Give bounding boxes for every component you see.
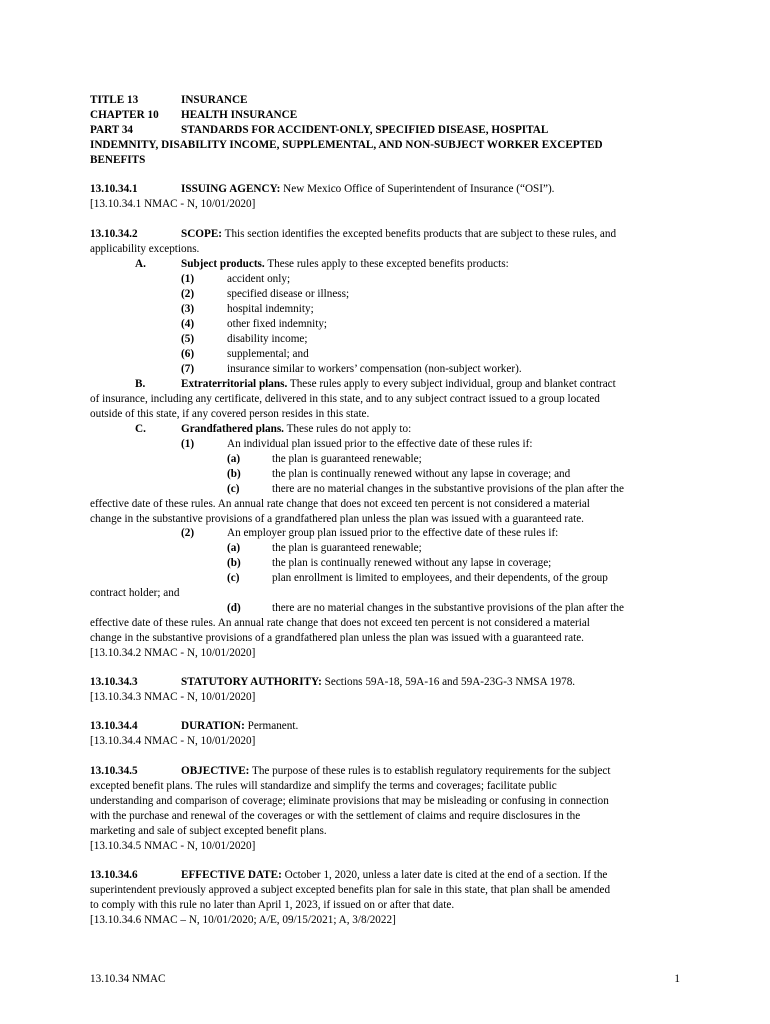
section-text: Permanent. (244, 720, 299, 732)
section-body (181, 719, 298, 734)
history-note: [13.10.34.5 NMAC - N, 10/01/2020] (90, 840, 256, 852)
subsection-a-body (181, 257, 509, 272)
section-heading: DURATION: (181, 720, 245, 732)
paragraph-number: (1) (181, 438, 195, 450)
section-number: 13.10.34.6 (90, 869, 138, 881)
section-number: 13.10.34.4 (90, 720, 138, 732)
subparagraph-text: the plan is continually renewed without any lapse in coverage; (272, 557, 552, 569)
section-text: This section identifies the excepted benefits products that are subject to these rules, and (222, 228, 617, 240)
list-item-number: (4) (181, 318, 195, 330)
section-text-continuation: marketing and sale of subject excepted benefit plans. (90, 825, 327, 837)
subsection-text-continuation: outside of this state, if any covered person resides in this state. (90, 408, 370, 420)
section-body (181, 182, 554, 197)
section-text-continuation: to comply with this rule no later than April 1, 2023, if issued on or after that date. (90, 899, 455, 911)
section-heading: EFFECTIVE DATE: (181, 869, 282, 881)
paragraph-text: An employer group plan issued prior to the effective date of these rules if: (227, 527, 559, 539)
paragraph-text: An individual plan issued prior to the effective date of these rules if: (227, 438, 533, 450)
subparagraph-continuation: contract holder; and (90, 587, 180, 599)
section-text-continuation: applicability exceptions. (90, 243, 200, 255)
header-title-value: INSURANCE (181, 94, 248, 106)
subsection-b-body (181, 377, 616, 392)
subsection-text-continuation: of insurance, including any certificate, delivered in this state, and to any subject contract issued to a group located (90, 393, 600, 405)
subparagraph-letter: (a) (227, 453, 241, 465)
subparagraph-text: the plan is guaranteed renewable; (272, 542, 422, 554)
subsection-heading: Grandfathered plans. (181, 423, 284, 435)
subsection-c-body (181, 422, 411, 437)
subparagraph-text: there are no material changes in the substantive provisions of the plan after the (272, 483, 624, 495)
subsection-heading: Extraterritorial plans. (181, 378, 288, 390)
subparagraph-text: the plan is guaranteed renewable; (272, 453, 422, 465)
section-heading: ISSUING AGENCY: (181, 183, 281, 195)
list-item-number: (5) (181, 333, 195, 345)
section-number: 13.10.34.1 (90, 183, 138, 195)
section-text: The purpose of these rules is to establish regulatory requirements for the subject (249, 765, 611, 777)
list-item-text: other fixed indemnity; (227, 318, 328, 330)
section-text-continuation: superintendent previously approved a subject excepted benefits plan for sale in this state, that plan shall be amended (90, 884, 611, 896)
footer-document-id: 13.10.34 NMAC (90, 973, 166, 985)
subsection-text: These rules apply to every subject individual, group and blanket contract (287, 378, 616, 390)
subparagraph-text: there are no material changes in the substantive provisions of the plan after the (272, 602, 624, 614)
header-chapter-label: CHAPTER 10 (90, 109, 159, 121)
subparagraph-text: plan enrollment is limited to employees, and their dependents, of the group (272, 572, 608, 584)
section-heading: STATUTORY AUTHORITY: (181, 676, 322, 688)
subparagraph-continuation: effective date of these rules. An annual rate change that does not exceed ten percent is not considered a material (90, 498, 590, 510)
subsection-label-b: B. (135, 378, 146, 390)
section-number: 13.10.34.5 (90, 765, 138, 777)
subsection-label-c: C. (135, 423, 146, 435)
subsection-text: These rules do not apply to: (283, 423, 412, 435)
header-part-value: STANDARDS FOR ACCIDENT-ONLY, SPECIFIED DISEASE, HOSPITAL (181, 124, 549, 136)
list-item-text: disability income; (227, 333, 308, 345)
list-item-text: specified disease or illness; (227, 288, 350, 300)
section-text: New Mexico Office of Superintendent of Insurance (“OSI”). (280, 183, 555, 195)
section-body (181, 227, 616, 242)
subparagraph-continuation: change in the substantive provisions of a grandfathered plan unless the plan was issued with a guaranteed rate. (90, 513, 584, 525)
section-body (181, 868, 607, 883)
section-heading: SCOPE: (181, 228, 223, 240)
section-heading: OBJECTIVE: (181, 765, 250, 777)
subsection-heading: Subject products. (181, 258, 265, 270)
subparagraph-letter: (c) (227, 572, 240, 584)
list-item-text: insurance similar to workers’ compensation (non-subject worker). (227, 363, 522, 375)
history-note: [13.10.34.6 NMAC – N, 10/01/2020; A/E, 09/15/2021; A, 3/8/2022] (90, 914, 396, 926)
history-note: [13.10.34.1 NMAC - N, 10/01/2020] (90, 198, 256, 210)
history-note: [13.10.34.3 NMAC - N, 10/01/2020] (90, 691, 256, 703)
subparagraph-continuation: change in the substantive provisions of a grandfathered plan unless the plan was issued with a guaranteed rate. (90, 632, 584, 644)
header-part-label: PART 34 (90, 124, 134, 136)
list-item-number: (3) (181, 303, 195, 315)
subparagraph-letter: (c) (227, 483, 240, 495)
subsection-text: These rules apply to these excepted benefits products: (264, 258, 509, 270)
section-text-continuation: with the purchase and renewal of the coverages or with the settlement of claims and require disclosures in the (90, 810, 581, 822)
page-number: 1 (674, 973, 680, 985)
section-number: 13.10.34.3 (90, 676, 138, 688)
subparagraph-letter: (a) (227, 542, 241, 554)
list-item-number: (6) (181, 348, 195, 360)
history-note: [13.10.34.2 NMAC - N, 10/01/2020] (90, 647, 256, 659)
section-text: October 1, 2020, unless a later date is cited at the end of a section. If the (281, 869, 608, 881)
header-part-continuation: INDEMNITY, DISABILITY INCOME, SUPPLEMENTAL, AND NON-SUBJECT WORKER EXCEPTED (90, 139, 603, 151)
section-text-continuation: excepted benefit plans. The rules will standardize and simplify the terms and coverages; facilitate public (90, 780, 557, 792)
header-part-continuation-2: BENEFITS (90, 154, 146, 166)
history-note: [13.10.34.4 NMAC - N, 10/01/2020] (90, 735, 256, 747)
paragraph-number: (2) (181, 527, 195, 539)
subparagraph-text: the plan is continually renewed without any lapse in coverage; and (272, 468, 571, 480)
section-body (181, 764, 611, 779)
section-text: Sections 59A-18, 59A-16 and 59A-23G-3 NMSA 1978. (321, 676, 576, 688)
list-item-number: (2) (181, 288, 195, 300)
section-body (181, 675, 575, 690)
header-title-label: TITLE 13 (90, 94, 139, 106)
subparagraph-letter: (b) (227, 468, 241, 480)
section-number: 13.10.34.2 (90, 228, 138, 240)
header-chapter-value: HEALTH INSURANCE (181, 109, 298, 121)
subparagraph-letter: (b) (227, 557, 241, 569)
list-item-number: (1) (181, 273, 195, 285)
section-text-continuation: understanding and comparison of coverage; eliminate provisions that may be misleading or confusing in connection (90, 795, 609, 807)
subsection-label-a: A. (135, 258, 146, 270)
subparagraph-continuation: effective date of these rules. An annual rate change that does not exceed ten percent is not considered a material (90, 617, 590, 629)
list-item-text: supplemental; and (227, 348, 309, 360)
list-item-text: hospital indemnity; (227, 303, 314, 315)
subparagraph-letter: (d) (227, 602, 241, 614)
list-item-text: accident only; (227, 273, 291, 285)
list-item-number: (7) (181, 363, 195, 375)
